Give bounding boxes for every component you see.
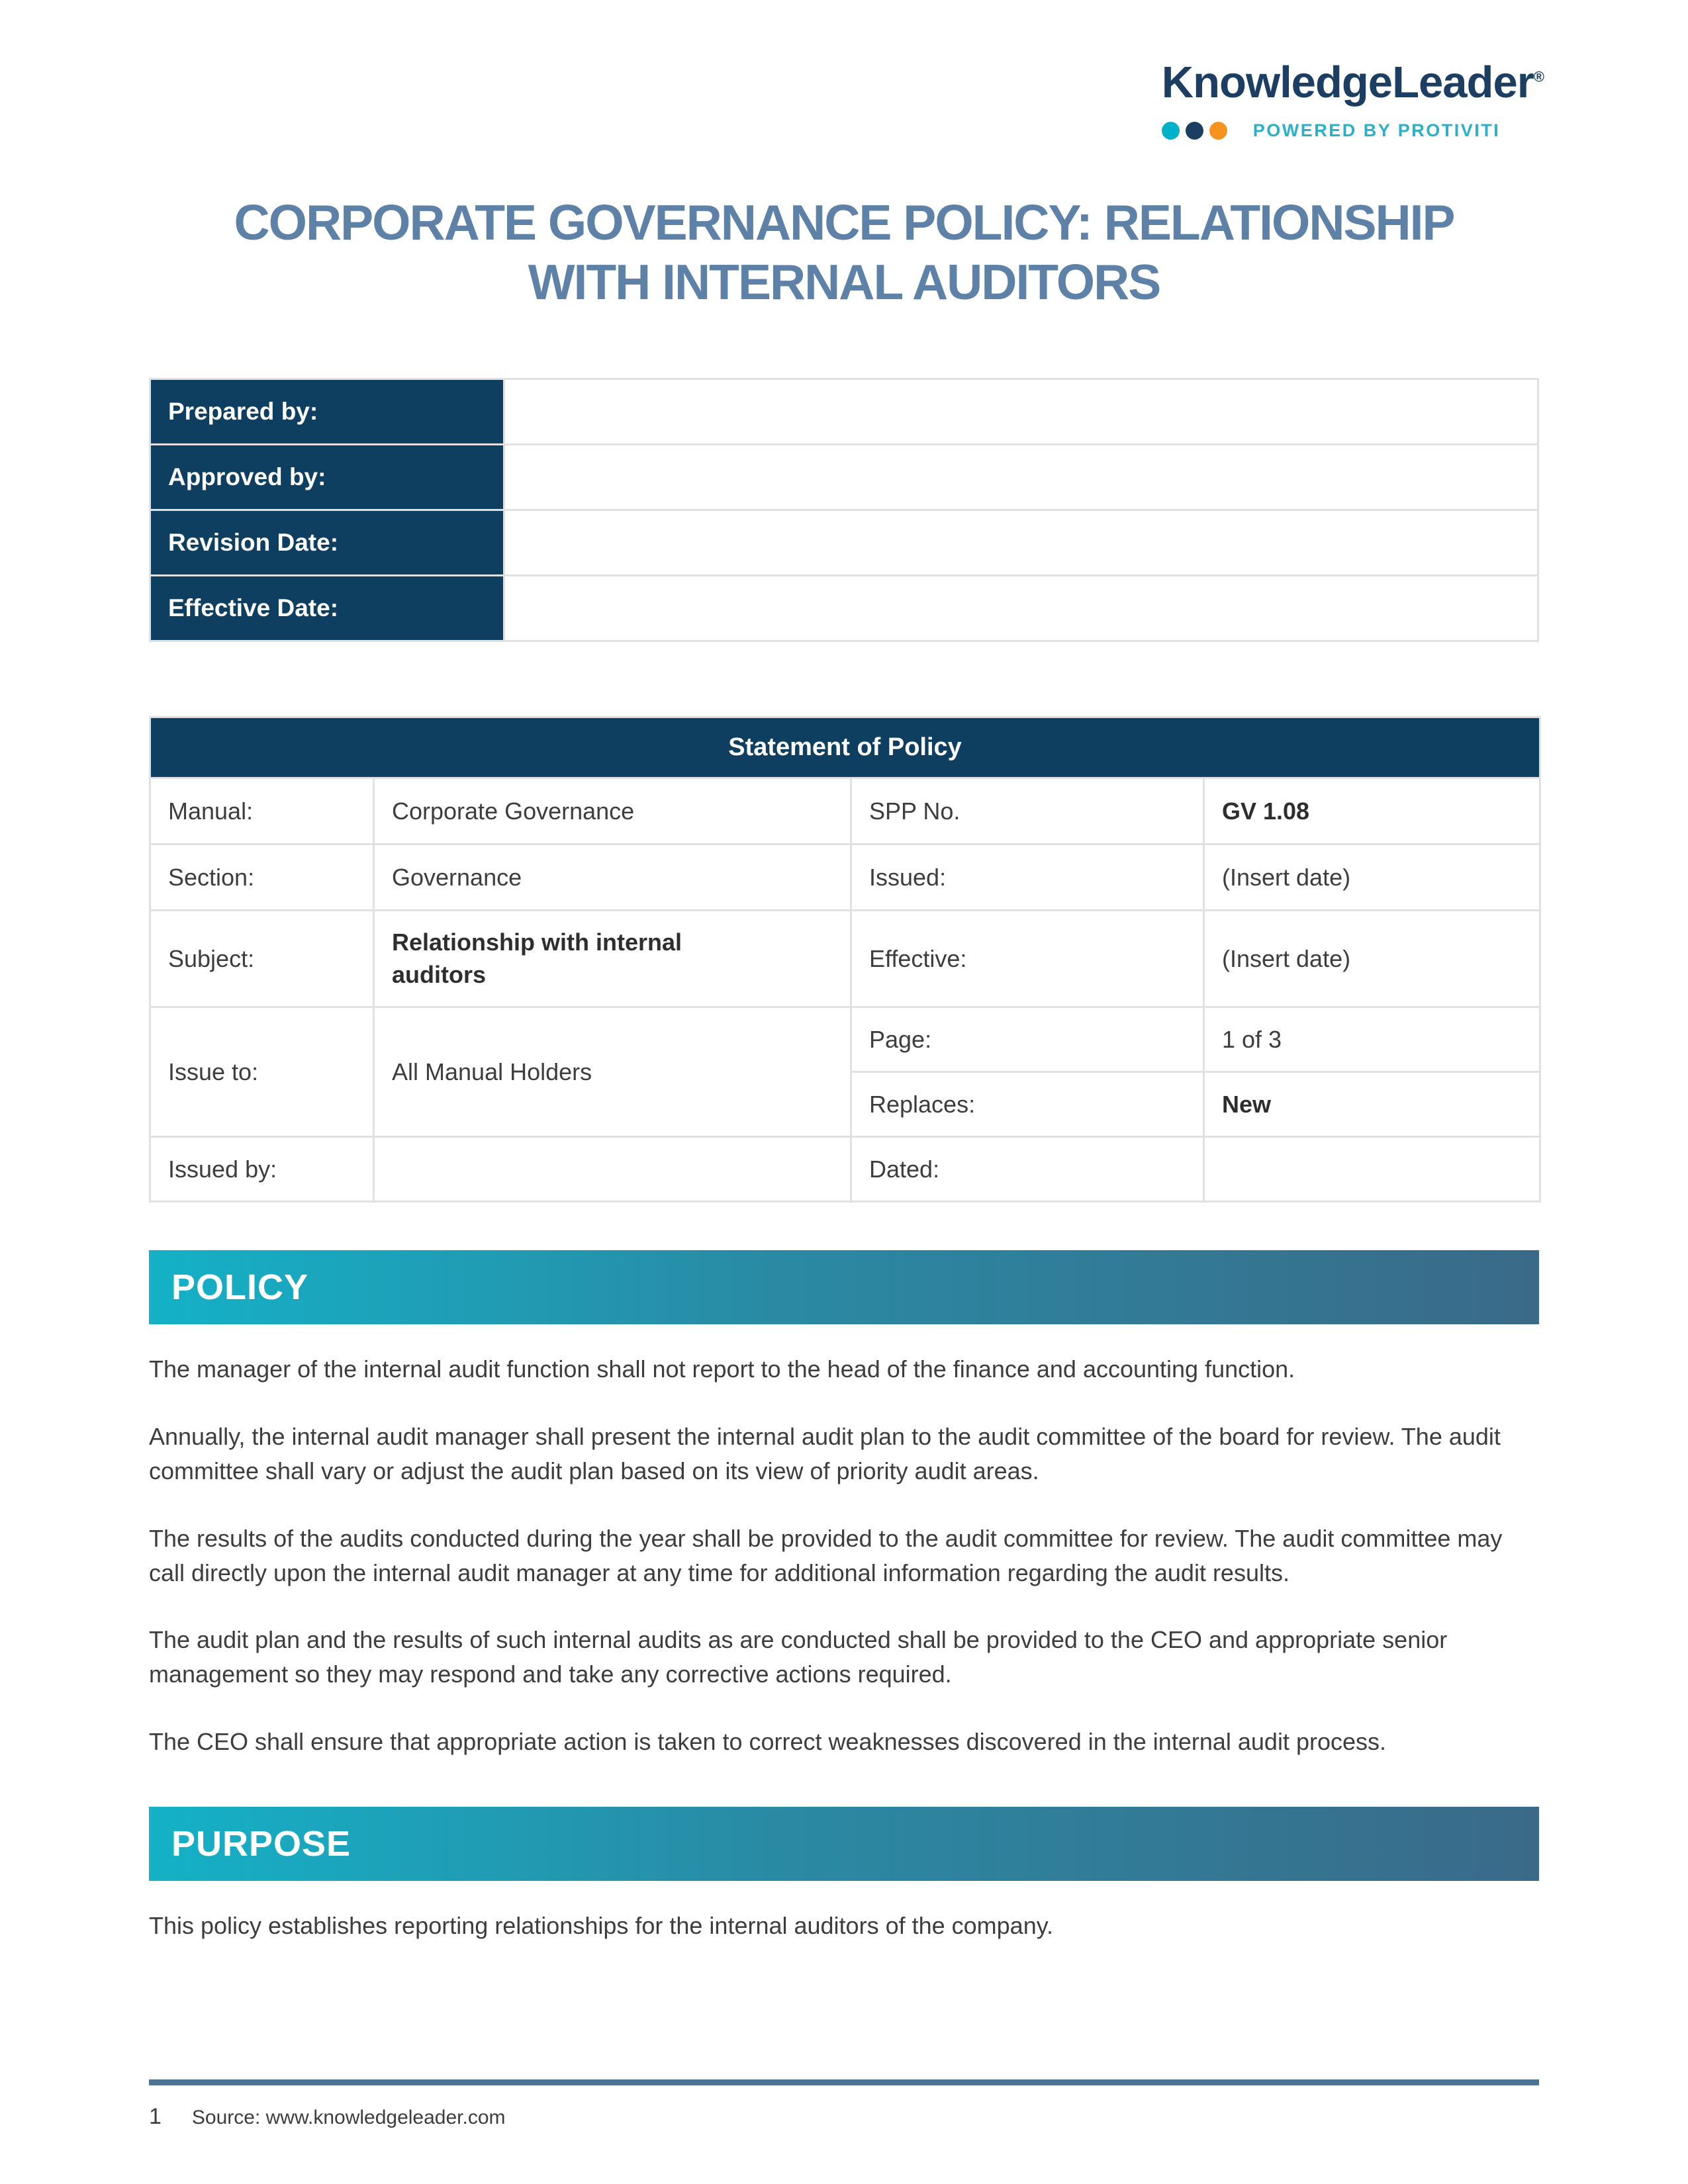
effective-date-label: Effective Date: [150,576,504,641]
document-title: CORPORATE GOVERNANCE POLICY: RELATIONSHIP WITH INTERNAL AUDITORS [234,195,1454,310]
dated-label: Dated: [851,1137,1204,1202]
section-label: Section: [150,844,374,911]
purpose-paragraph: This policy establishes reporting relationships for the internal auditors of the company. [149,1911,1054,1939]
logo-tagline: POWERED BY PROTIVITI [1252,120,1501,141]
logo-dot-teal-icon [1162,122,1180,140]
issue-to-value: All Manual Holders [374,1007,851,1137]
purpose-section [149,1807,1539,1943]
table-row [150,1007,1540,1072]
policy-paragraph: The audit plan and the results of such internal audits as are conducted shall be provided to the CEO and appropriate senior management so they may respond and take any corrective actions required. [149,1626,1448,1688]
issued-by-value [374,1137,851,1202]
logo-wordmark [1162,60,1544,106]
replaces-value: New [1204,1072,1540,1137]
subject-value: Relationship with internal auditors [392,929,682,988]
purpose-section-banner [149,1807,1539,1881]
table-row [150,1137,1540,1202]
footer-row [149,2104,1539,2130]
table-row [150,379,1538,445]
manual-value: Corporate Governance [374,778,851,844]
statement-table-title: Statement of Policy [150,717,1540,778]
policy-section-banner [149,1250,1539,1324]
effective-value: (Insert date) [1204,911,1540,1007]
table-row [150,445,1538,510]
policy-section [149,1250,1539,1759]
prepared-by-label: Prepared by: [150,379,504,445]
policy-paragraph: The results of the audits conducted during the year shall be provided to the audit committee for review. The audit committee may call directly upon the internal audit manager at any time for additional information regarding the audit results. [149,1524,1503,1586]
source-attribution: Source: www.knowledgeleader.com [191,2107,506,2128]
policy-body [149,1352,1539,1759]
revision-date-label: Revision Date: [150,510,504,576]
policy-paragraph: The CEO shall ensure that appropriate action is taken to correct weaknesses discovered in the internal audit process. [149,1728,1386,1756]
issued-label: Issued: [851,844,1204,911]
policy-paragraph: The manager of the internal audit function shall not report to the head of the finance and accounting function. [149,1355,1295,1383]
policy-paragraph: Annually, the internal audit manager shall present the internal audit plan to the audit committee of the board for review. The audit committee shall vary or adjust the audit plan based on its view of priority audit areas. [149,1423,1501,1484]
approved-by-label: Approved by: [150,445,504,510]
spp-no-value: GV 1.08 [1204,778,1540,844]
policy-heading: POLICY [171,1267,309,1308]
knowledgeleader-logo [0,0,1544,141]
effective-label: Effective: [851,911,1204,1007]
footer-divider [149,2079,1539,2085]
page-value: 1 of 3 [1204,1007,1540,1072]
table-row [150,576,1538,641]
issued-value: (Insert date) [1204,844,1540,911]
approved-by-value [504,445,1538,510]
purpose-heading: PURPOSE [171,1823,352,1864]
subject-label: Subject: [150,911,374,1007]
content-area [149,378,1539,1942]
issued-by-label: Issued by: [150,1137,374,1202]
page-footer [149,2079,1539,2130]
spp-no-label: SPP No. [851,778,1204,844]
logo-inner [1162,60,1544,141]
page-label: Page: [851,1007,1204,1072]
prepared-by-value [504,379,1538,445]
logo-dot-orange-icon [1209,122,1227,140]
effective-date-value [504,576,1538,641]
logo-brand-text: KnowledgeLeader [1161,58,1534,107]
section-value: Governance [374,844,851,911]
issue-to-label: Issue to: [150,1007,374,1137]
page-number: 1 [149,2104,162,2129]
statement-of-policy-table [149,716,1541,1203]
registered-trademark-icon: ® [1533,68,1544,85]
table-row [150,717,1540,778]
table-row [150,911,1540,1007]
table-row [150,778,1540,844]
replaces-label: Replaces: [851,1072,1204,1137]
table-row [150,844,1540,911]
logo-dot-navy-icon [1186,122,1203,140]
dated-value [1204,1137,1540,1202]
subject-value-cell [374,911,851,1007]
purpose-body [149,1909,1539,1943]
logo-tagline-row [1162,120,1544,141]
manual-label: Manual: [150,778,374,844]
revision-date-value [504,510,1538,576]
table-row [150,510,1538,576]
signoff-table [149,378,1539,642]
